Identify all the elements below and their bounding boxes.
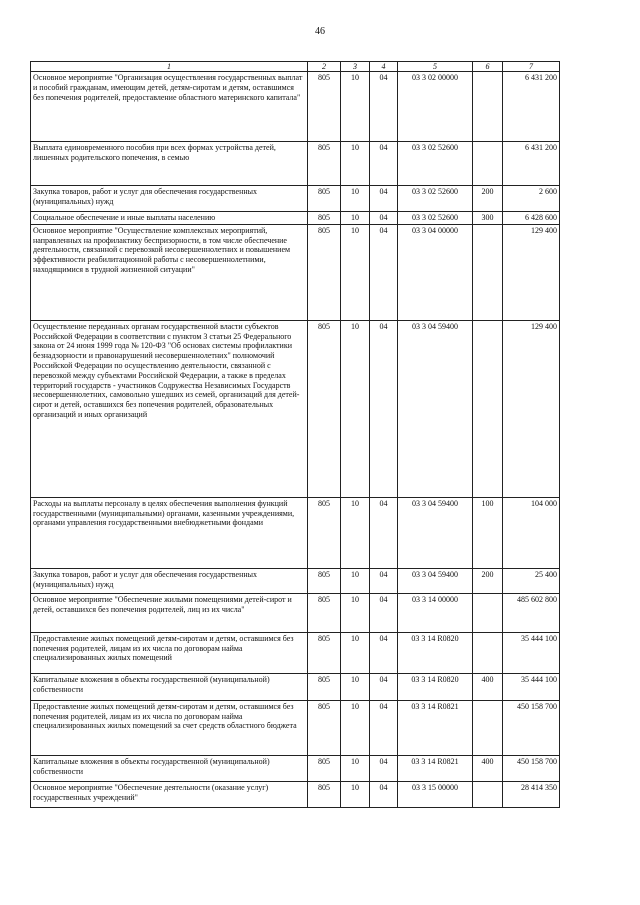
section-code-cell: 10 [341,224,370,320]
row-name-cell: Закупка товаров, работ и услуг для обеспечения государственных (муниципальных) нужд [31,186,308,212]
expense-type-cell [473,593,503,632]
section-code-cell: 10 [341,781,370,807]
column-header: 5 [398,62,473,72]
section-code-cell: 10 [341,700,370,755]
section-code-cell: 10 [341,632,370,673]
expense-type-cell: 200 [473,568,503,593]
amount-cell: 6 428 600 [503,212,560,225]
section-code-cell: 10 [341,593,370,632]
target-article-cell: 03 3 02 00000 [398,72,473,142]
section-code-cell: 10 [341,320,370,497]
subsection-code-cell: 04 [370,212,398,225]
section-code-cell: 10 [341,497,370,568]
ministry-code-cell: 805 [308,142,341,186]
table-row [31,72,560,142]
table-row [31,320,560,497]
column-header: 4 [370,62,398,72]
amount-cell: 129 400 [503,224,560,320]
expense-type-cell [473,224,503,320]
row-name-cell: Капитальные вложения в объекты государственной (муниципальной) собственности [31,673,308,700]
target-article-cell: 03 3 14 00000 [398,593,473,632]
expense-type-cell: 200 [473,186,503,212]
target-article-cell: 03 3 14 R0820 [398,632,473,673]
expense-type-cell: 100 [473,497,503,568]
section-code-cell: 10 [341,72,370,142]
ministry-code-cell: 805 [308,186,341,212]
table-row [31,755,560,781]
column-header: 3 [341,62,370,72]
budget-table [30,61,560,808]
row-name-cell: Закупка товаров, работ и услуг для обеспечения государственных (муниципальных) нужд [31,568,308,593]
expense-type-cell [473,700,503,755]
target-article-cell: 03 3 14 R0821 [398,755,473,781]
subsection-code-cell: 04 [370,186,398,212]
amount-cell: 104 000 [503,497,560,568]
subsection-code-cell: 04 [370,568,398,593]
ministry-code-cell: 805 [308,632,341,673]
amount-cell: 28 414 350 [503,781,560,807]
table-row [31,673,560,700]
column-header: 1 [31,62,308,72]
target-article-cell: 03 3 04 00000 [398,224,473,320]
subsection-code-cell: 04 [370,755,398,781]
subsection-code-cell: 04 [370,781,398,807]
subsection-code-cell: 04 [370,632,398,673]
row-name-cell: Основное мероприятие "Организация осуществления государственных выплат и пособий гражданам, имеющим детей, детям-сиротам и детям, оставшимся без попечения родителей, предоставление областного материнского капитала" [31,72,308,142]
amount-cell: 2 600 [503,186,560,212]
subsection-code-cell: 04 [370,497,398,568]
row-name-cell: Расходы на выплаты персоналу в целях обеспечения выполнения функций государственными (муниципальными) органами, казенными учреждениями, органами управления государственными внебюджетными фондами [31,497,308,568]
table-row [31,632,560,673]
table-row [31,186,560,212]
column-header: 6 [473,62,503,72]
target-article-cell: 03 3 04 59400 [398,497,473,568]
row-name-cell: Основное мероприятие "Обеспечение жилыми помещениями детей-сирот и детей, оставшихся без попечения родителей, лиц из их числа" [31,593,308,632]
table-row [31,593,560,632]
table-row [31,700,560,755]
ministry-code-cell: 805 [308,568,341,593]
section-code-cell: 10 [341,186,370,212]
column-header: 2 [308,62,341,72]
target-article-cell: 03 3 02 52600 [398,142,473,186]
expense-type-cell: 300 [473,212,503,225]
section-code-cell: 10 [341,212,370,225]
ministry-code-cell: 805 [308,212,341,225]
amount-cell: 6 431 200 [503,142,560,186]
amount-cell: 450 158 700 [503,700,560,755]
expense-type-cell [473,142,503,186]
row-name-cell: Выплата единовременного пособия при всех формах устройства детей, лишенных родительского попечения, в семью [31,142,308,186]
header-row [31,62,560,72]
target-article-cell: 03 3 04 59400 [398,320,473,497]
section-code-cell: 10 [341,755,370,781]
amount-cell: 25 400 [503,568,560,593]
subsection-code-cell: 04 [370,72,398,142]
expense-type-cell [473,781,503,807]
row-name-cell: Основное мероприятие "Осуществление комплексных мероприятий, направленных на профилактику беспризорности, в том числе обеспечение деятельности, связанной с перевозкой несовершеннолетних и повышением эффективности реабилитационной работы с несовершеннолетними, находящимися в трудной жизненной ситуации" [31,224,308,320]
table-row [31,224,560,320]
row-name-cell: Капитальные вложения в объекты государственной (муниципальной) собственности [31,755,308,781]
ministry-code-cell: 805 [308,593,341,632]
ministry-code-cell: 805 [308,497,341,568]
row-name-cell: Осуществление переданных органам государственной власти субъектов Российской Федерации в соответствии с пунктом 3 статьи 25 Федерального закона от 24 июня 1999 года № 120-ФЗ "Об основах системы профилактики безнадзорности и правонарушений несовершеннолетних" полномочий Российской Федерации по осуществлению деятельности, связанной с перевозкой между субъектами Российской Федерации, а также в пределах территорий государств - участников Содружества Независимых Государств несовершеннолетних, самовольно ушедших из семей, организаций для детей-сирот и детей, оставшихся без попечения родителей, образовательных организаций и иных организаций [31,320,308,497]
target-article-cell: 03 3 02 52600 [398,212,473,225]
target-article-cell: 03 3 04 59400 [398,568,473,593]
amount-cell: 129 400 [503,320,560,497]
subsection-code-cell: 04 [370,224,398,320]
amount-cell: 485 602 800 [503,593,560,632]
row-name-cell: Предоставление жилых помещений детям-сиротам и детям, оставшимся без попечения родителей, лицам из их числа по договорам найма специализированных жилых помещений за счет средств областного бюджета [31,700,308,755]
table-row [31,142,560,186]
amount-cell: 6 431 200 [503,72,560,142]
amount-cell: 35 444 100 [503,673,560,700]
ministry-code-cell: 805 [308,781,341,807]
target-article-cell: 03 3 14 R0820 [398,673,473,700]
expense-type-cell: 400 [473,755,503,781]
table-row [31,497,560,568]
ministry-code-cell: 805 [308,72,341,142]
subsection-code-cell: 04 [370,142,398,186]
row-name-cell: Предоставление жилых помещений детям-сиротам и детям, оставшимся без попечения родителей, лицам из их числа по договорам найма специализированных жилых помещений [31,632,308,673]
subsection-code-cell: 04 [370,700,398,755]
amount-cell: 35 444 100 [503,632,560,673]
expense-type-cell [473,320,503,497]
section-code-cell: 10 [341,568,370,593]
page-number: 46 [315,26,325,37]
expense-type-cell: 400 [473,673,503,700]
target-article-cell: 03 3 15 00000 [398,781,473,807]
section-code-cell: 10 [341,142,370,186]
subsection-code-cell: 04 [370,673,398,700]
target-article-cell: 03 3 02 52600 [398,186,473,212]
subsection-code-cell: 04 [370,320,398,497]
ministry-code-cell: 805 [308,755,341,781]
column-header: 7 [503,62,560,72]
table-row [31,212,560,225]
ministry-code-cell: 805 [308,320,341,497]
expense-type-cell [473,72,503,142]
amount-cell: 450 158 700 [503,755,560,781]
table-row [31,568,560,593]
row-name-cell: Социальное обеспечение и иные выплаты населению [31,212,308,225]
target-article-cell: 03 3 14 R0821 [398,700,473,755]
row-name-cell: Основное мероприятие "Обеспечение деятельности (оказание услуг) государственных учреждений" [31,781,308,807]
ministry-code-cell: 805 [308,673,341,700]
expense-type-cell [473,632,503,673]
subsection-code-cell: 04 [370,593,398,632]
table-row [31,781,560,807]
ministry-code-cell: 805 [308,700,341,755]
ministry-code-cell: 805 [308,224,341,320]
section-code-cell: 10 [341,673,370,700]
